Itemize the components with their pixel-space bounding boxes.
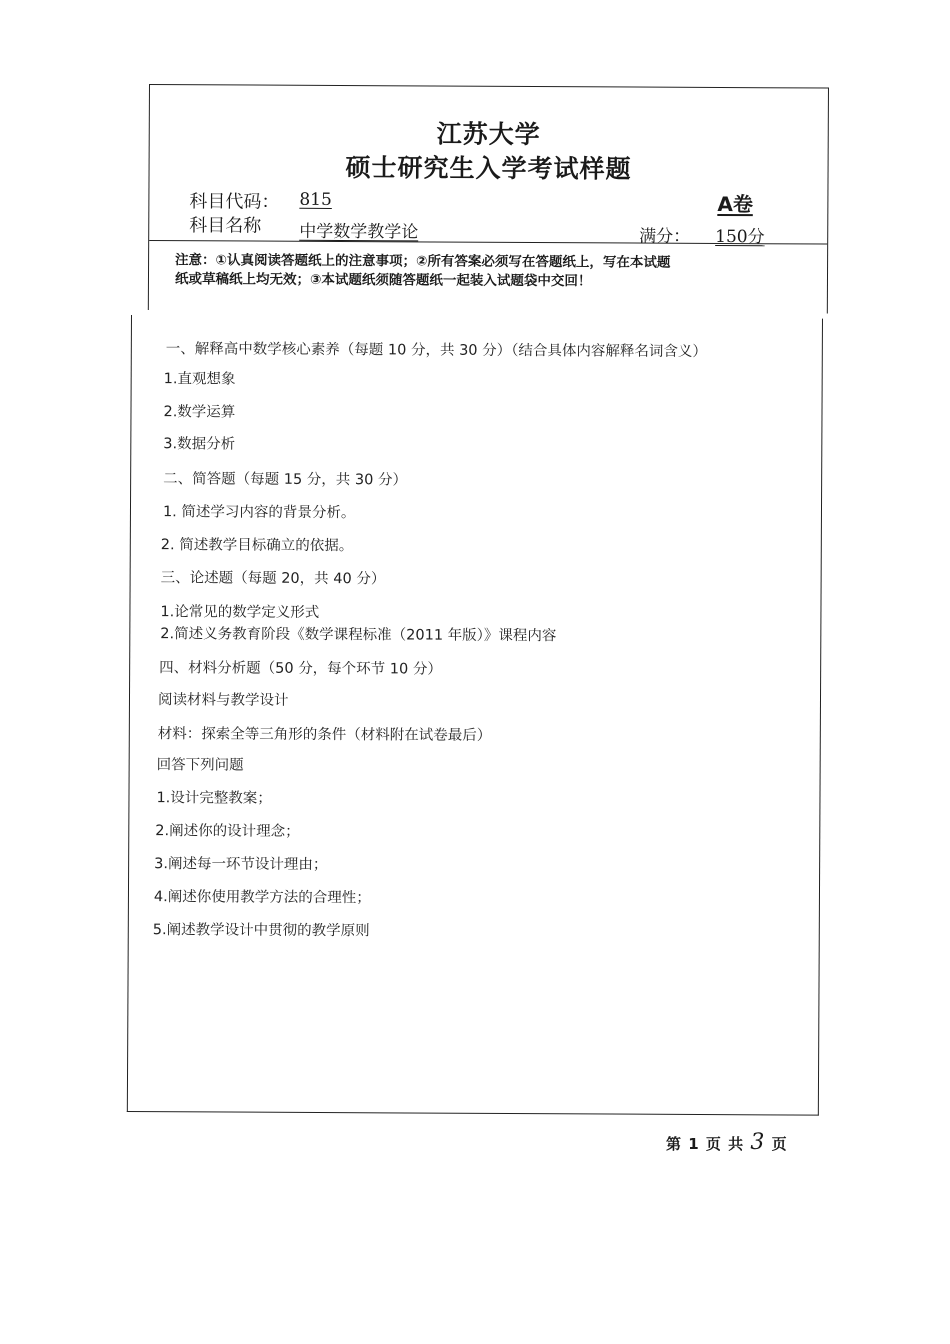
paper-version-label: A卷 <box>717 191 753 217</box>
section-4-heading: 四、材料分析题（50 分，每个环节 10 分） <box>159 660 442 678</box>
material-intro: 阅读材料与教学设计 <box>157 692 289 709</box>
question-item: 4.阐述你使用教学方法的合理性； <box>153 889 371 907</box>
question-item: 1.设计完整教案； <box>156 790 272 807</box>
section-1-heading: 一、解释高中数学核心素养（每题 10 分，共 30 分）（结合具体内容解释名词含义） <box>165 341 707 361</box>
question-item: 1. 简述学习内容的背景分析。 <box>162 504 356 522</box>
section-2-heading: 二、简答题（每题 15 分，共 30 分） <box>163 471 408 489</box>
subject-name-label: 科目名称 <box>189 215 262 237</box>
question-item: 1.直观想象 <box>163 371 236 388</box>
question-item: 2. 简述教学目标确立的依据。 <box>160 537 354 555</box>
notice-line-1: 注意：①认真阅读答题纸上的注意事项；②所有答案必须写在答题纸上，写在本试题 <box>175 252 671 271</box>
page-number-suffix: 页 <box>771 1135 788 1153</box>
exam-title: 硕士研究生入学考试样题 <box>345 153 632 184</box>
page-number-prefix: 第 1 页 共 <box>666 1135 745 1153</box>
subject-code-label: 科目代码： <box>189 191 280 213</box>
university-name: 江苏大学 <box>436 119 541 150</box>
full-score-value: 150分 <box>715 226 765 248</box>
questions-box <box>127 315 823 1116</box>
question-item: 2.阐述你的设计理念； <box>155 823 300 840</box>
question-item: 2.数学运算 <box>163 404 236 421</box>
section-3-heading: 三、论述题（每题 20，共 40 分） <box>160 570 386 588</box>
exam-header-box <box>148 84 829 314</box>
question-item: 1.论常见的数学定义形式 <box>160 604 320 621</box>
notice-line-2: 纸或草稿纸上均无效；③本试题纸须随答题纸一起装入试题袋中交回！ <box>174 271 592 290</box>
full-score-label: 满分： <box>639 226 691 247</box>
question-item: 3.数据分析 <box>163 436 236 453</box>
material-description: 材料：探索全等三角形的条件（材料附在试卷最后） <box>157 726 492 744</box>
question-item: 2.简述义务教育阶段《数学课程标准（2011 年版）》课程内容 <box>160 626 557 645</box>
page-number <box>666 1130 788 1155</box>
answer-prompt: 回答下列问题 <box>156 757 244 774</box>
subject-name-value: 中学数学教学论 <box>299 221 419 243</box>
question-item: 3.阐述每一环节设计理由； <box>154 856 328 874</box>
exam-notice <box>175 251 785 292</box>
question-item: 5.阐述教学设计中贯彻的教学原则 <box>152 922 370 940</box>
subject-code-value: 815 <box>299 189 332 210</box>
page-total: 3 <box>750 1130 766 1155</box>
